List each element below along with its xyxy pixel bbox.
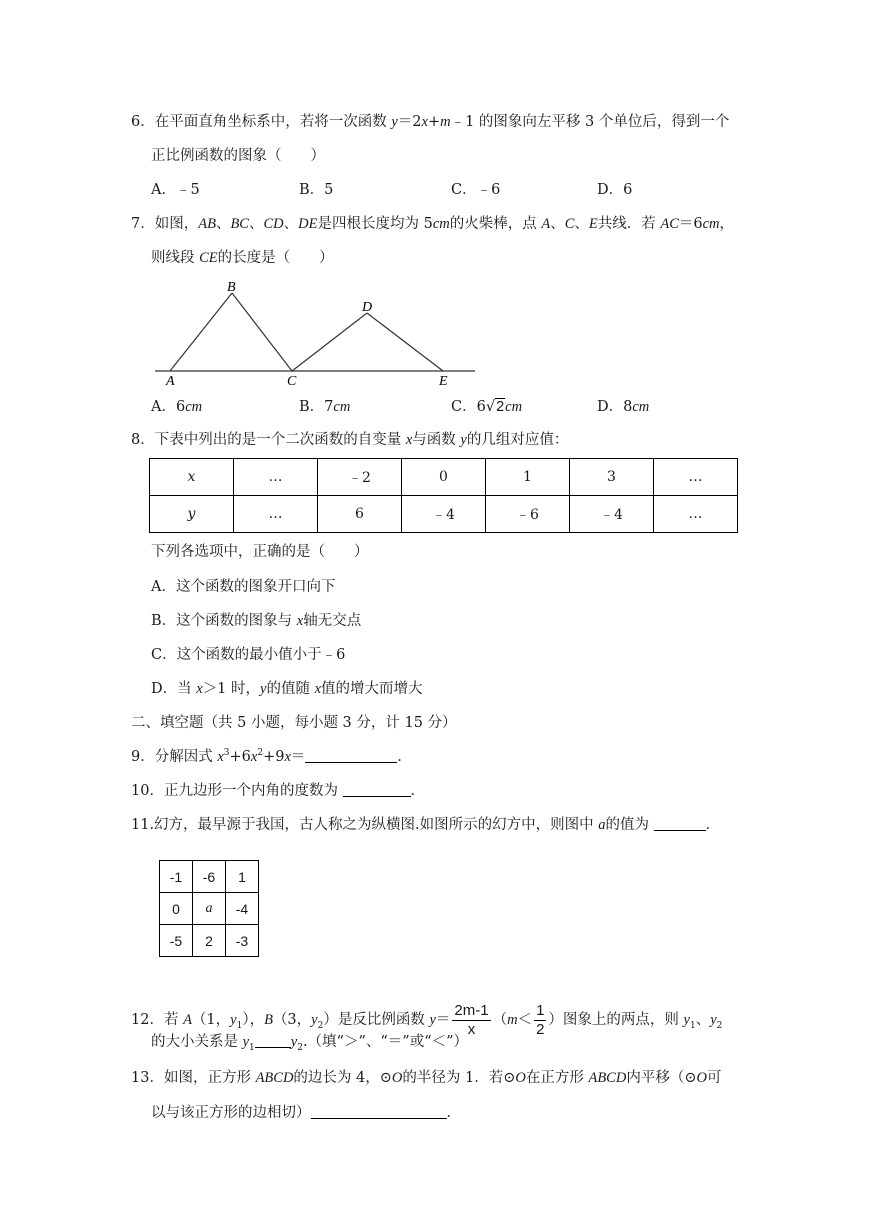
q8-value-table [149,458,738,533]
q9-answer-blank[interactable] [305,748,397,763]
q11-answer-blank[interactable] [654,816,706,831]
segment-bc [232,293,292,371]
q12-answer-blank[interactable] [255,1033,291,1048]
table-cell: ﹣2 [318,459,402,496]
table-cell: ﹣6 [486,496,570,533]
q10-line: 10．正九边形一个内角的度数为 ． [131,783,426,799]
q13-line2: 以与该正方形的边相切） ． [151,1105,461,1121]
q6-option-a: A．﹣5 [151,182,200,198]
magic-row [160,893,259,925]
table-cell: … [654,459,738,496]
label-e: E [439,374,448,389]
q7-line2: 则线段 CE的长度是（ ） [151,250,334,266]
magic-cell: -6 [193,861,226,893]
q8-option-c: C．这个函数的最小值小于﹣6 [151,647,346,663]
q10-answer-blank[interactable] [343,782,411,797]
q7-line1: 7．如图，AB、BC、CD、DE是四根长度均为 5cm的火柴棒，点 A、C、E共线．若 AC＝6cm， [131,216,735,232]
magic-cell: -1 [160,861,193,893]
table-cell: 6 [318,496,402,533]
table-cell: … [234,459,318,496]
segment-de [367,313,443,371]
table-cell: … [654,496,738,533]
table-row-x [150,459,738,496]
q13-line1: 13．如图，正方形 ABCD的边长为 4，⊙O的半径为 1．若⊙O在正方形 ABCD内平移（⊙O可 [131,1070,722,1086]
label-b: B [227,280,236,295]
magic-cell: 0 [160,893,193,925]
q6-option-d: D．6 [597,182,633,198]
q11-line: 11.幻方，最早源于我国，古人称之为纵横图.如图所示的幻方中，则图中 a的值为 ． [131,817,721,833]
magic-cell: 1 [226,861,259,893]
q7-option-d: D．8cm [597,399,650,415]
magic-square [159,860,259,957]
table-cell: 1 [486,459,570,496]
q12-line2: 的大小关系是 $y_1$ $y_2$.（填“＞”、“＝”或“＜”） [151,1034,469,1053]
q12-line1: 12．若 A（1，$y_1$），B（3，$y_2$）是反比例函数 y＝ $\frac{2m-1}{x}$ （m＜ $\frac{1}{2}$ ）图象上的两点，则 $y_1$、$y_2$ [131,1001,723,1038]
q6-option-b: B．5 [299,182,334,198]
q7-option-c: C．6√2cm [451,399,523,415]
table-row-y [150,496,738,533]
magic-cell: 2 [193,925,226,957]
q8-line1: 8．下表中列出的是一个二次函数的自变量 x与函数 y的几组对应值： [131,432,569,448]
q8-option-a: A．这个函数的图象开口向下 [151,579,336,595]
table-cell: x [150,459,234,496]
q8-option-b: B．这个函数的图象与 x轴无交点 [151,613,362,629]
table-cell: y [150,496,234,533]
q7-option-a: A．6cm [151,399,203,415]
table-cell: ﹣4 [570,496,654,533]
sqrt-symbol: √ [485,399,496,415]
segment-cd [292,313,367,371]
table-cell: … [234,496,318,533]
segment-ab [170,293,232,371]
q6-line2: 正比例函数的图象（ ） [151,148,325,164]
magic-cell-unknown: a [193,893,226,925]
magic-cell: -3 [226,925,259,957]
magic-row [160,861,259,893]
q8-prompt: 下列各选项中，正确的是（ ） [151,544,369,560]
q7-figure [150,275,480,390]
fraction-2m-1-over-x: $\frac{2m-1}{x}$ [454,1001,489,1038]
label-c: C [287,374,297,389]
magic-cell: -4 [226,893,259,925]
q13-answer-blank[interactable] [311,1104,447,1119]
q8-option-d: D．当 x＞1 时，y的值随 x值的增大而增大 [151,681,423,697]
label-d: D [362,300,373,315]
magic-row [160,925,259,957]
q6-line1: 6．在平面直角坐标系中，若将一次函数 y＝2x+m﹣1 的图象向左平移 3 个单位后，得到一个 [131,114,730,130]
label-a: A [166,374,175,389]
section-heading: 二、填空题（共 5 小题，每小题 3 分，计 15 分） [131,715,457,731]
magic-cell: -5 [160,925,193,957]
q9-line: 9．分解因式 $x^3+6x^2+9x=$ ． [131,748,412,765]
table-cell: 3 [570,459,654,496]
table-cell: 0 [402,459,486,496]
fraction-one-half: $\frac{1}{2}$ [536,1001,545,1038]
q6-option-c: C．﹣6 [451,182,501,198]
table-cell: ﹣4 [402,496,486,533]
q7-option-b: B．7cm [299,399,351,415]
